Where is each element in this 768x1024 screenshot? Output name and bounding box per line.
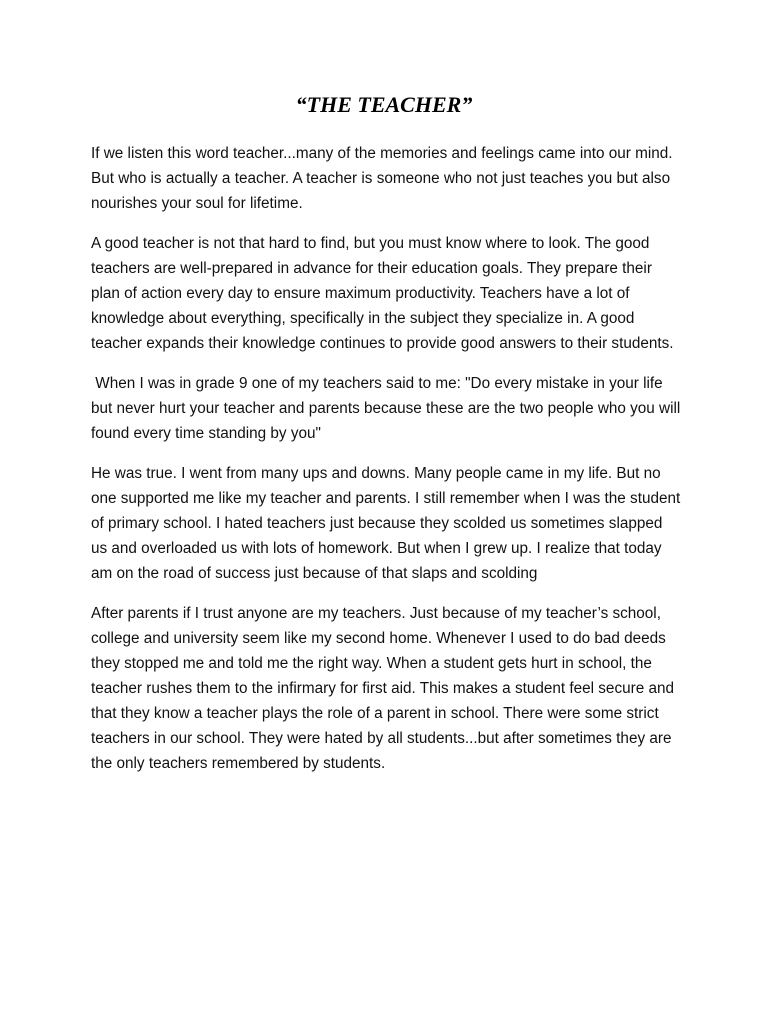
document-body <box>91 141 685 791</box>
paragraph-3: When I was in grade 9 one of my teachers said to me: "Do every mistake in your life but never hurt your teacher and parents because these are the two people who you will found every time standing by you" <box>91 375 685 442</box>
document-title: “THE TEACHER” <box>295 92 473 117</box>
paragraph-2: A good teacher is not that hard to find, but you must know where to look. The good teachers are well-prepared in advance for their education goals. They prepare their plan of action every day to ensure maximum productivity. Teachers have a lot of knowledge about everything, specifically in the subject they specialize in. A good teacher expands their knowledge continues to provide good answers to their students. <box>91 235 674 352</box>
paragraph-4: He was true. I went from many ups and downs. Many people came in my life. But no one supported me like my teacher and parents. I still remember when I was the student of primary school. I hated teachers just because they scolded us sometimes slapped us and overloaded us with lots of homework. But when I grew up. I realize that today am on the road of success just because of that slaps and scolding <box>91 465 681 582</box>
paragraph-5: After parents if I trust anyone are my teachers. Just because of my teacher’s school, college and university seem like my second home. Whenever I used to do bad deeds they stopped me and told me the right way. When a student gets hurt in school, the teacher rushes them to the infirmary for first aid. This makes a student feel secure and that they know a teacher plays the role of a parent in school. There were some strict teachers in our school. They were hated by all students...but after sometimes they are the only teachers remembered by students. <box>91 605 674 772</box>
paragraph-1: If we listen this word teacher...many of the memories and feelings came into our mind. But who is actually a teacher. A teacher is someone who not just teaches you but also nourishes your soul for lifetime. <box>91 145 673 212</box>
